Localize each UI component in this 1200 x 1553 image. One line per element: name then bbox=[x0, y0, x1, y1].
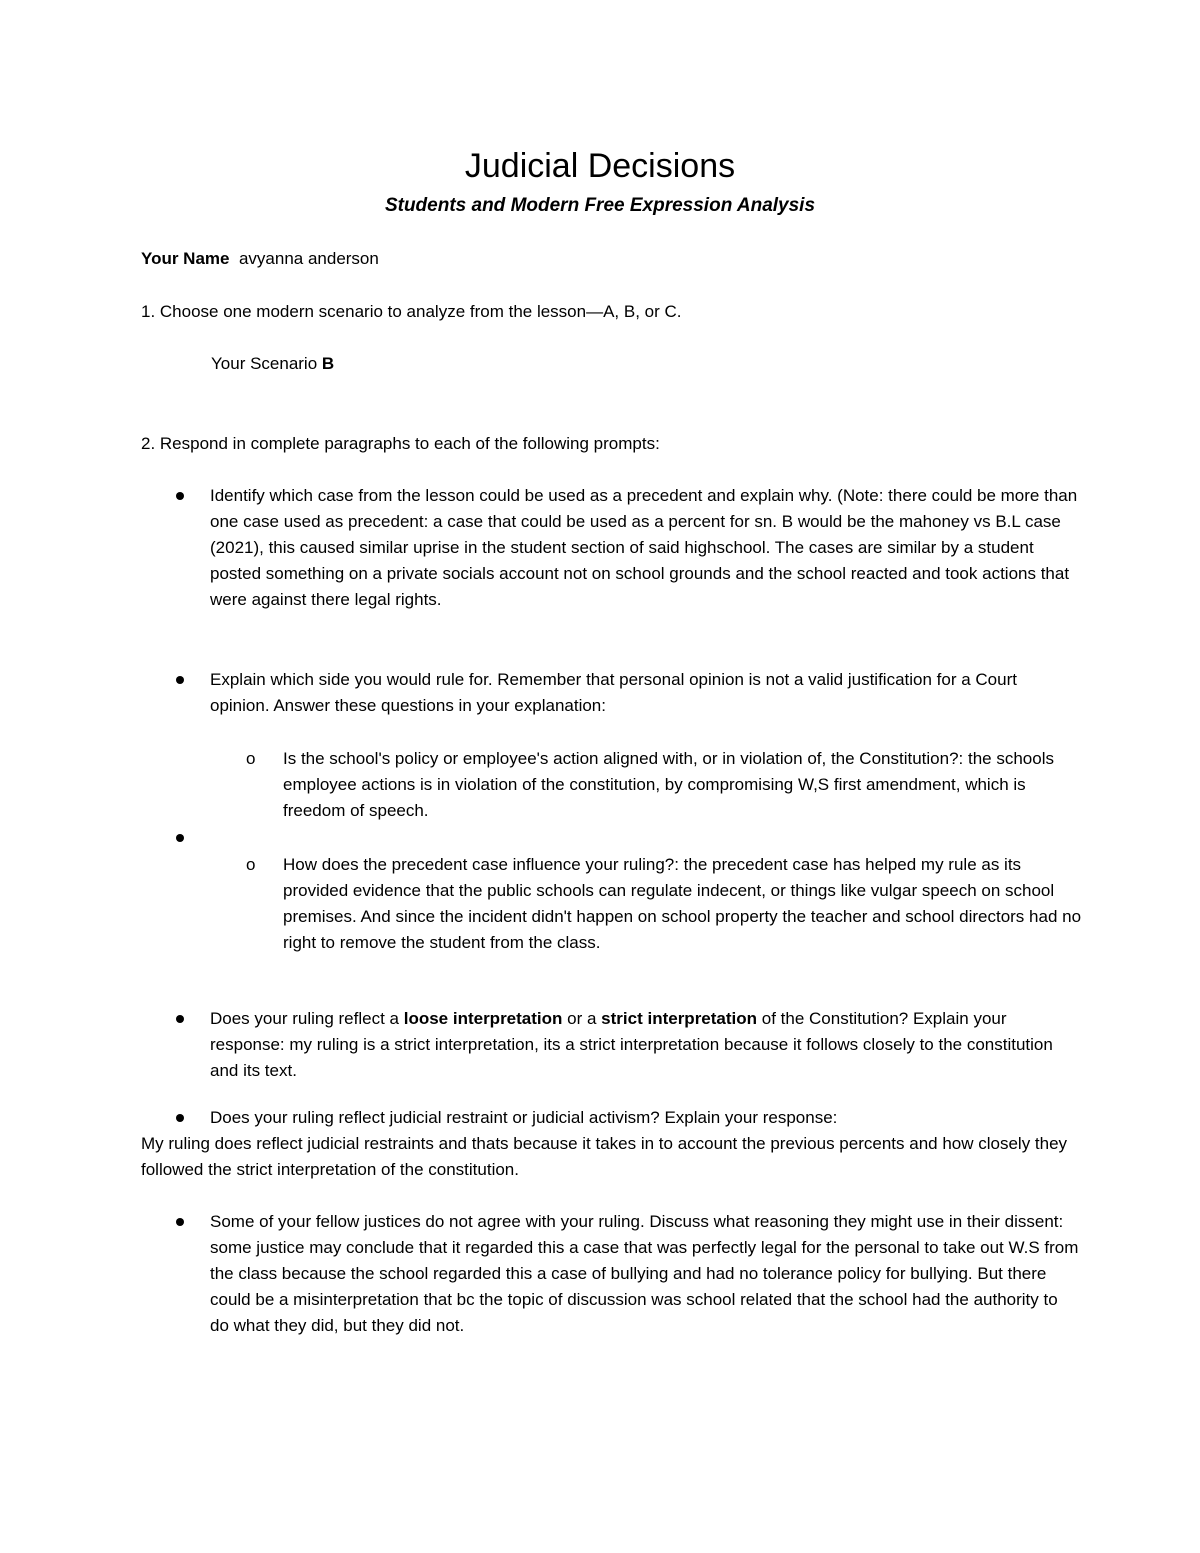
bullet-icon bbox=[176, 676, 184, 684]
precedent-influence-answer: How does the precedent case influence your ruling?: the precedent case has helped my rule as its provided evidence that the public schools can regulate indecent, or things like vulgar speech on school premises. And since the incident didn't happen on school property the teacher and school directors had no right to remove the student from the class. bbox=[283, 855, 1082, 952]
page-subtitle: Students and Modern Free Expression Analysis bbox=[384, 195, 816, 216]
page-title: Judicial Decisions bbox=[464, 147, 736, 185]
sub-bullet-icon: o bbox=[246, 749, 256, 768]
interpretation-text-c: or a bbox=[567, 1009, 597, 1028]
interpretation-text-a: Does your ruling reflect a bbox=[210, 1009, 399, 1028]
name-label: Your Name bbox=[141, 249, 230, 268]
rule-side-prompt: Explain which side you would rule for. Remember that personal opinion is not a valid justification for a Court opinion. Answer these questions in your explanation: bbox=[210, 670, 1017, 715]
precedent-answer: Identify which case from the lesson could be used as a precedent and explain why. (Note: there could be more than one case used as precedent: a case that could be used as a percent for sn. B would be the mahoney vs B.L case (2021), this caused similar uprise in the student section of said highschool. The cases are similar by a student posted something on a private socials account not on school grounds and the school reacted and took actions that were against there legal rights. bbox=[210, 486, 1078, 609]
question-2-prompt: 2. Respond in complete paragraphs to each of the following prompts: bbox=[141, 434, 660, 453]
bullet-icon bbox=[176, 834, 184, 842]
bullet-icon bbox=[176, 1218, 184, 1226]
interpretation-text-e: of the Constitution? Explain your response: my ruling is a strict interpretation, its a strict interpretation because it follows closely to the constitution and its text. bbox=[210, 1009, 1053, 1080]
name-row bbox=[141, 246, 379, 272]
interpretation-strict: strict interpretation bbox=[601, 1009, 758, 1028]
scenario-value: B bbox=[321, 354, 335, 373]
scenario-row bbox=[211, 351, 334, 377]
bullet-icon bbox=[176, 1114, 184, 1122]
scenario-label: Your Scenario bbox=[211, 354, 318, 373]
restraint-answer: My ruling does reflect judicial restraints and thats because it takes in to account the previous percents and how closely they followed the strict interpretation of the constitution. bbox=[141, 1134, 1068, 1179]
interpretation-loose: loose interpretation bbox=[403, 1009, 563, 1028]
name-value: avyanna anderson bbox=[238, 249, 379, 268]
interpretation-answer bbox=[210, 1006, 1080, 1084]
policy-answer: Is the school's policy or employee's action aligned with, or in violation of, the Constitution?: the schools employee actions is in violation of the constitution, by compromising W,S first amendment, which is freedom of speech. bbox=[283, 749, 1054, 820]
question-1-prompt: 1. Choose one modern scenario to analyze from the lesson—A, B, or C. bbox=[141, 302, 682, 321]
bullet-icon bbox=[176, 492, 184, 500]
restraint-prompt: Does your ruling reflect judicial restraint or judicial activism? Explain your response: bbox=[210, 1108, 838, 1127]
bullet-icon bbox=[176, 1015, 184, 1023]
dissent-answer: Some of your fellow justices do not agree with your ruling. Discuss what reasoning they might use in their dissent: some justice may conclude that it regarded this a case that was perfectly legal for the personal to take out W.S from the class because the school regarded this a case of bullying and had no tolerance policy for bullying. But there could be a misinterpretation that bc the topic of discussion was school related that the school had the authority to do what they did, but they did not. bbox=[210, 1212, 1079, 1335]
sub-bullet-icon: o bbox=[246, 855, 256, 874]
